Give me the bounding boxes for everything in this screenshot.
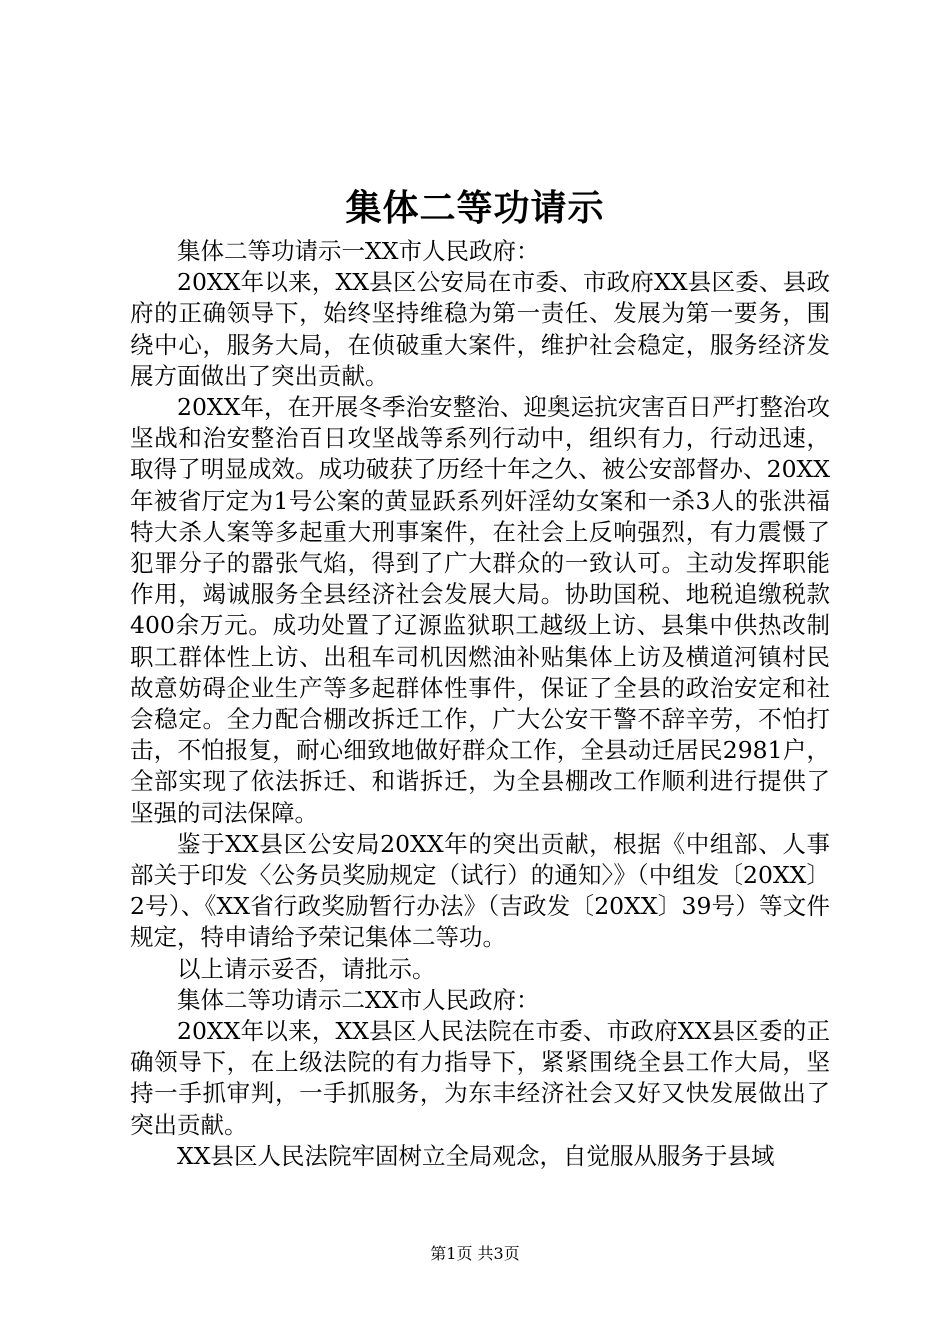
page-footer: 第1页 共3页 <box>430 1244 520 1263</box>
paragraph: 集体二等功请示一XX市人民政府： <box>177 237 540 265</box>
paragraph: 集体二等功请示二XX市人民政府： <box>177 985 540 1014</box>
paragraph: 20XX年，在开展冬季治安整治、迎奥运抗灾害百日严打整治攻坚战和治安整治百日攻坚战等系列行动中，组织有力，行动迅速，取得了明显成效。成功破获了历经十年之久、被公安部督办、20XX年被省厅定为1号公案的黄显跃系列奸淫幼女案和一杀3人的张洪福特大杀人案等多起重大刑事案件，在社会上反响强烈，有力震慑了犯罪分子的嚣张气焰，得到了广大群众的一致认可。主动发挥职能作用，竭诚服务全县经济社会发展大局。协助国税、地税追缴税款400余万元。成功处置了辽源监狱职工越级上访、县集中供热改制职工群体性上访、出租车司机因燃油补贴集体上访及横道河镇村民故意妨碍企业生产等多起群体性事件，保证了全县的政治安定和社会稳定。全力配合棚改拆迁工作，广大公安干警不辞辛劳，不怕打击，不怕报复，耐心细致地做好群众工作，全县动迁居民2981户，全部实现了依法拆迁、和谐拆迁，为全县棚改工作顺利进行提供了坚强的司法保障。 <box>130 393 830 827</box>
document-body <box>130 236 830 1172</box>
paragraph: 20XX年以来，XX县区人民法院在市委、市政府XX县区委的正确领导下，在上级法院的有力指导下，紧紧围绕全县工作大局，坚持一手抓审判，一手抓服务，为东丰经济社会又好又快发展做出了突出贡献。 <box>130 1017 830 1139</box>
paragraph: XX县区人民法院牢固树立全局观念，自觉服从服务于县域 <box>177 1141 775 1170</box>
paragraph: 以上请示妥否，请批示。 <box>177 954 436 983</box>
paragraph: 鉴于XX县区公安局20XX年的突出贡献，根据《中组部、人事部关于印发〈公务员奖励规定（试行）的通知〉》（中组发〔20XX〕2号）、《XX省行政奖励暂行办法》（吉政发〔20XX〕39号）等文件规定，特申请给予荣记集体二等功。 <box>130 829 830 952</box>
paragraph: 20XX年以来，XX县区公安局在市委、市政府XX县区委、县政府的正确领导下，始终坚持维稳为第一责任、发展为第一要务，围绕中心，服务大局，在侦破重大案件，维护社会稳定，服务经济发展方面做出了突出贡献。 <box>130 268 830 390</box>
document-title: 集体二等功请示 <box>345 187 605 229</box>
